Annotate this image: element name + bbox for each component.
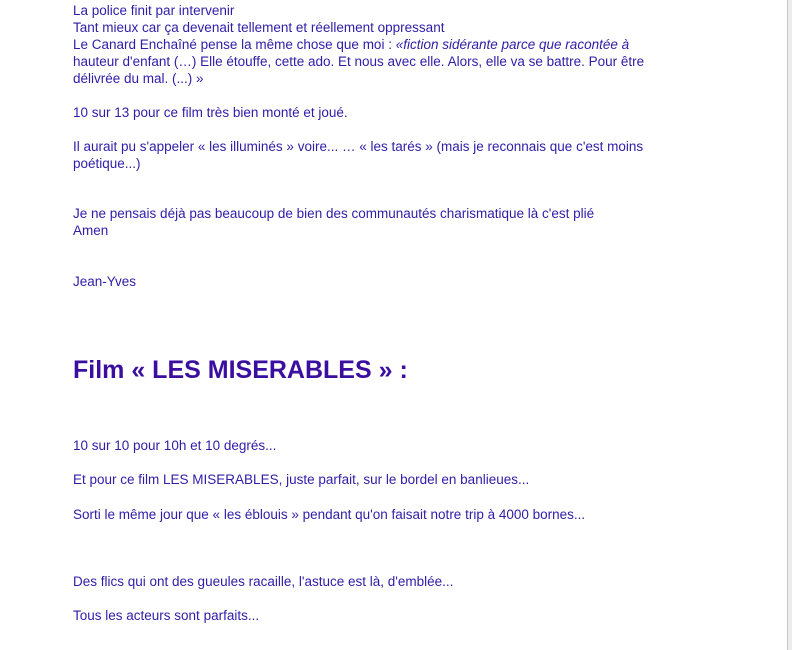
text-line: Il aurait pu s'appeler « les illuminés » voire... … « les tarés » (mais je reconnais que c'est moins (73, 139, 644, 154)
rating-text: 10 sur 13 pour ce film très bien monté et joué. (73, 105, 348, 120)
text-line: poétique...) (73, 156, 141, 171)
signature: Jean-Yves (73, 274, 137, 289)
text-line-with-quote (73, 36, 629, 53)
rating-text: 10 sur 10 pour 10h et 10 degrés... (73, 438, 277, 453)
text-line: Amen (73, 223, 109, 238)
press-quote: délivrée du mal. (...) » (73, 71, 204, 86)
text-line: La police finit par intervenir (73, 3, 235, 18)
text-line-start: Le Canard Enchaîné pense la même chose que moi : (73, 37, 396, 52)
text-line: Et pour ce film LES MISERABLES, juste parfait, sur le bordel en banlieues... (73, 472, 530, 487)
text-line: Des flics qui ont des gueules racaille, l'astuce est là, d'emblée... (73, 574, 454, 589)
press-quote: «fiction sidérante parce que racontée à (395, 37, 630, 52)
page-edge (788, 0, 792, 650)
text-line: Tous les acteurs sont parfaits... (73, 608, 260, 623)
text-line: Tant mieux car ça devenait tellement et réellement oppressant (73, 20, 445, 35)
section-heading: Film « LES MISERABLES » : (73, 356, 408, 384)
press-quote: hauteur d'enfant (…) Elle étouffe, cette ado. Et nous avec elle. Alors, elle va se battre. Pour être (73, 54, 645, 69)
text-line: Sorti le même jour que « les éblouis » pendant qu'on faisait notre trip à 4000 bornes... (73, 507, 586, 522)
text-line: Je ne pensais déjà pas beaucoup de bien des communautés charismatique là c'est plié (73, 206, 595, 221)
